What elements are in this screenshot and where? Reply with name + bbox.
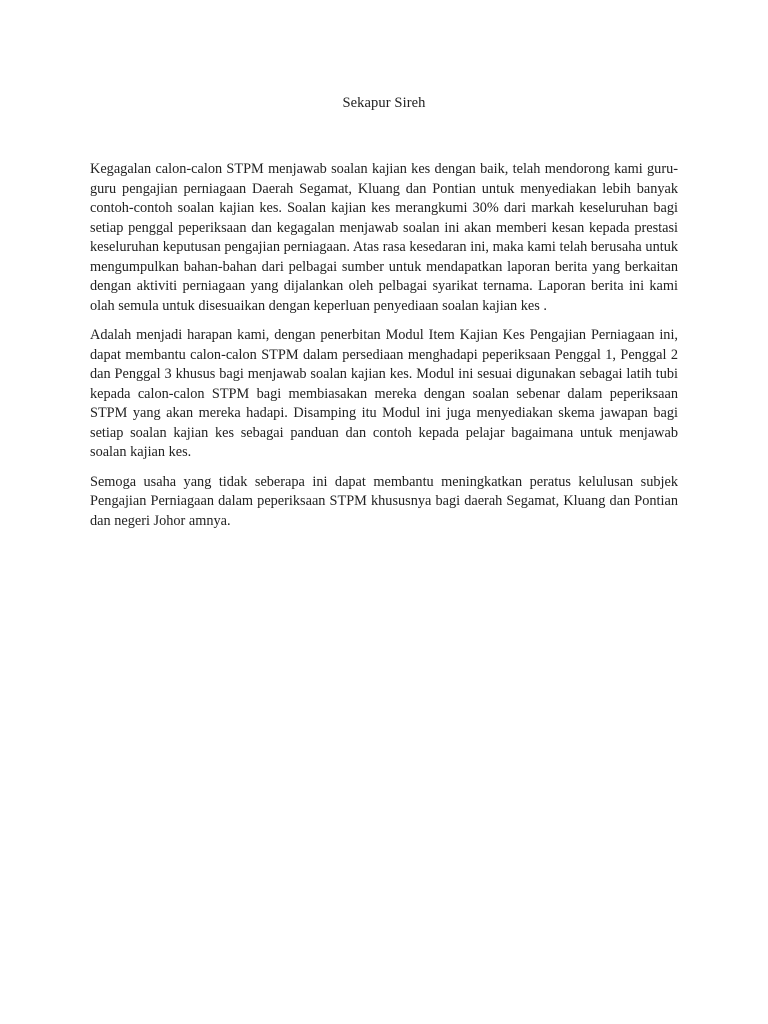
body-text bbox=[90, 160, 678, 541]
paragraph-2: Adalah menjadi harapan kami, dengan penerbitan Modul Item Kajian Kes Pengajian Perniagaan ini, dapat membantu calon-calon STPM dalam persediaan menghadapi peperiksaan Penggal 1, Penggal 2 dan Penggal 3 khusus bagi menjawab soalan kajian kes. Modul ini sesuai digunakan sebagai latih tubi kepada calon-calon STPM bagi membiasakan mereka dengan soalan sebenar dalam peperiksaan STPM yang akan mereka hadapi. Disamping itu Modul ini juga menyediakan skema jawapan bagi setiap soalan kajian kes sebagai panduan dan contoh kepada pelajar bagaimana untuk menjawab soalan kajian kes. bbox=[90, 327, 678, 460]
paragraph-3: Semoga usaha yang tidak seberapa ini dapat membantu meningkatkan peratus kelulusan subjek Pengajian Perniagaan dalam peperiksaan STPM khususnya bagi daerah Segamat, Kluang dan Pontian dan negeri Johor amnya. bbox=[90, 473, 678, 529]
paragraph-1: Kegagalan calon-calon STPM menjawab soalan kajian kes dengan baik, telah mendorong kami guru-guru pengajian perniagaan Daerah Segamat, Kluang dan Pontian untuk menyediakan lebih banyak contoh-contoh soalan kajian kes. Soalan kajian kes merangkumi 30% dari markah keseluruhan bagi setiap penggal peperiksaan dan kegagalan menjawab soalan ini akan memberi kesan kepada prestasi keseluruhan keputusan pengajian perniagaan. Atas rasa kesedaran ini, maka kami telah berusaha untuk mengumpulkan bahan-bahan dari pelbagai sumber untuk mendapatkan laporan berita yang berkaitan dengan aktiviti perniagaan yang dijalankan oleh pelbagai syarikat ternama. Laporan berita ini kami olah semula untuk disesuaikan dengan keperluan penyediaan soalan kajian kes . bbox=[90, 161, 678, 314]
page-title: Sekapur Sireh bbox=[342, 95, 426, 111]
